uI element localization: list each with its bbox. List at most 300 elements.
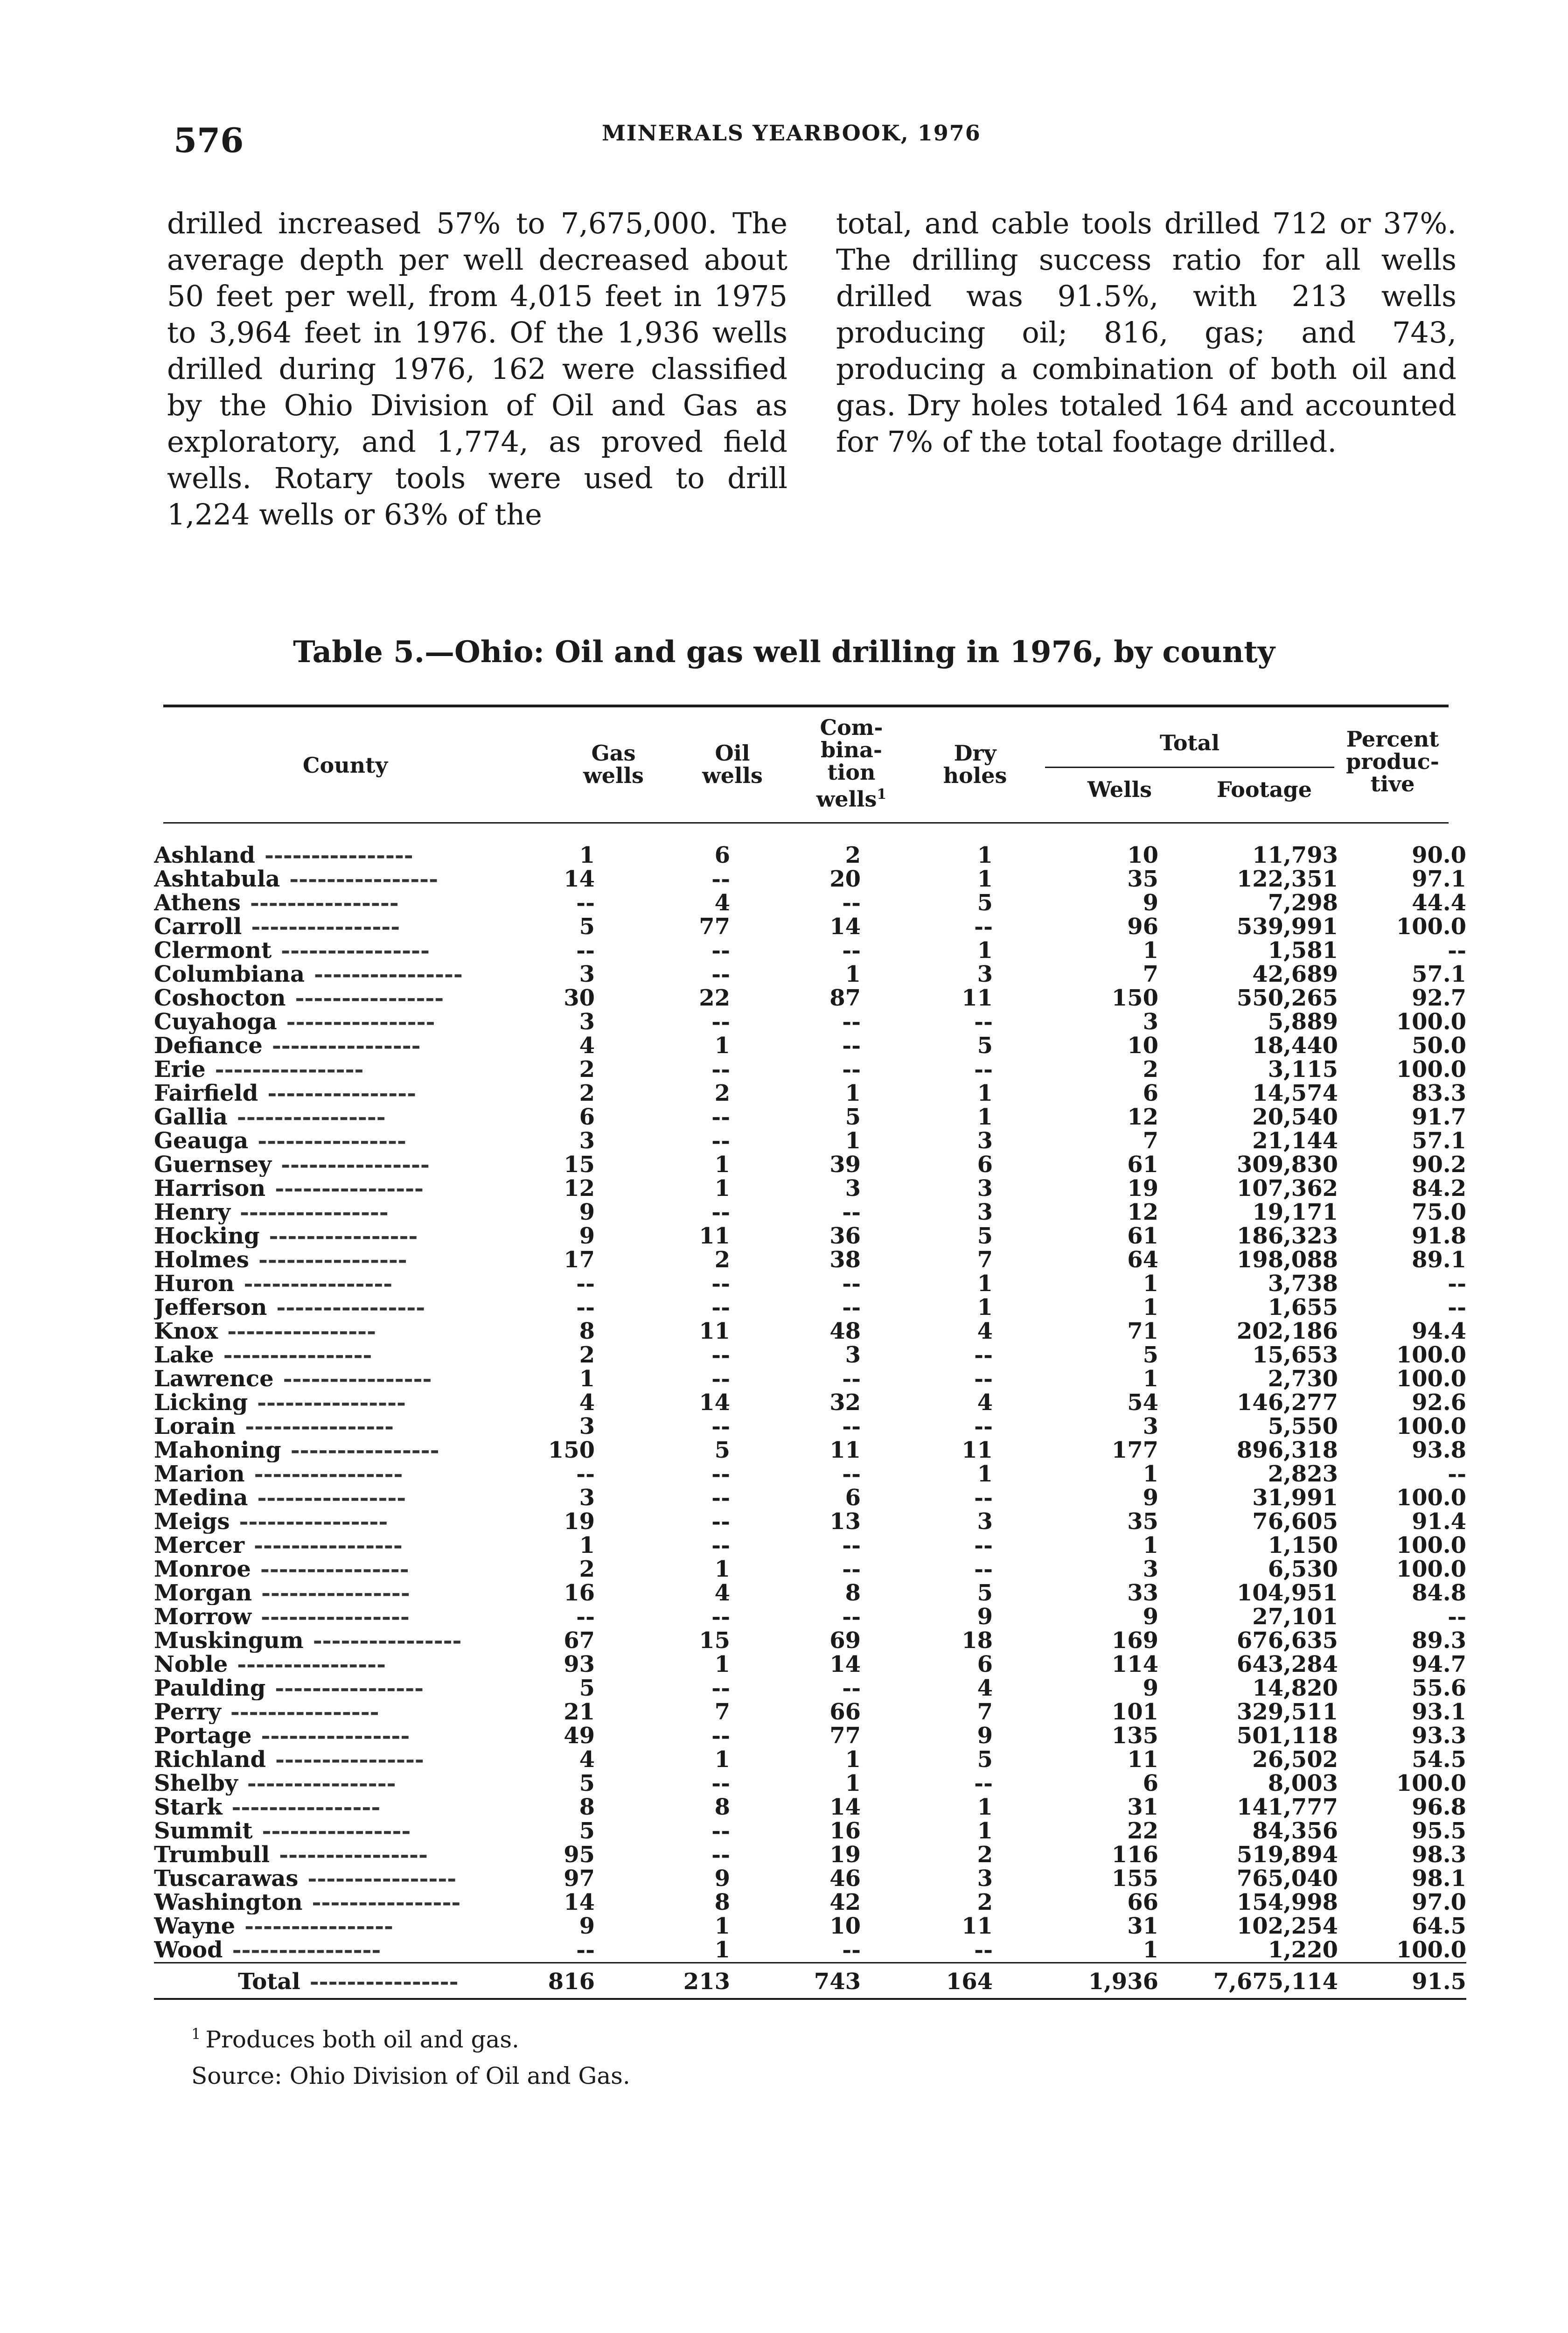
percent-productive-cell: -- (1448, 1272, 1466, 1296)
percent-productive-cell: 93.1 (1412, 1700, 1466, 1724)
oil-wells-cell: 2 (714, 1082, 730, 1105)
gas-wells-cell: 21 (564, 1700, 595, 1724)
dry-holes-cell: 5 (977, 891, 993, 915)
total-wells-cell: 135 (1111, 1724, 1158, 1748)
county-cell (154, 1676, 537, 1700)
total-wells-cell: 12 (1127, 1201, 1158, 1224)
county-cell (154, 1819, 537, 1843)
oil-wells-cell: -- (711, 1510, 730, 1534)
total-wells-cell: 1 (1143, 1462, 1158, 1486)
combination-wells-cell: -- (842, 1367, 861, 1391)
percent-productive-cell: -- (1448, 939, 1466, 963)
total-wells-cell: 31 (1127, 1914, 1158, 1938)
total-footage-cell: 11,793 (1252, 844, 1338, 867)
table-row (154, 1653, 1466, 1676)
page-number: 576 (174, 120, 244, 160)
combination-wells-cell: 3 (845, 1343, 861, 1367)
dry-holes-cell: -- (974, 1343, 993, 1367)
total-footage-cell: 1,150 (1268, 1534, 1338, 1558)
dry-holes-cell: 6 (977, 1153, 993, 1177)
dry-holes-cell: 5 (977, 1748, 993, 1772)
table-row (154, 867, 1466, 891)
gas-wells-cell: 150 (548, 1439, 595, 1462)
total-wells-cell: 1 (1143, 1367, 1158, 1391)
dry-holes-cell: -- (974, 1938, 993, 1963)
gas-wells-cell: 19 (564, 1510, 595, 1534)
county-cell (154, 1343, 537, 1367)
source-note: Source: Ohio Division of Oil and Gas. (191, 2062, 630, 2089)
percent-productive-cell: 98.3 (1412, 1843, 1466, 1867)
combination-wells-cell: 38 (829, 1248, 861, 1272)
total-wells-cell: 9 (1143, 1605, 1158, 1629)
percent-productive-cell: 100.0 (1396, 1058, 1466, 1082)
combination-wells-cell: -- (842, 1938, 861, 1963)
oil-wells-cell: -- (711, 1819, 730, 1843)
county-name: Marion (154, 1462, 245, 1486)
table-bottom-row (154, 1999, 1466, 2002)
combination-wells-cell: 2 (845, 844, 861, 867)
dot-leader: ---------------- (309, 1969, 459, 1995)
total-footage-cell: 309,830 (1236, 1153, 1338, 1177)
total-wells-cell: 9 (1143, 1486, 1158, 1510)
county-name: Columbiana (154, 963, 305, 986)
total-footage-cell: 19,171 (1252, 1201, 1338, 1224)
dry-holes-cell: -- (974, 915, 993, 939)
percent-productive-cell: 83.3 (1412, 1082, 1466, 1105)
total-wells-cell: 1 (1143, 1296, 1158, 1320)
gas-wells-cell: -- (576, 1938, 595, 1963)
county-cell (154, 844, 537, 867)
county-cell (154, 1367, 537, 1391)
table-row (154, 1558, 1466, 1581)
percent-productive-cell: 57.1 (1412, 963, 1466, 986)
table-row (154, 1010, 1466, 1034)
gas-wells-cell: 6 (579, 1105, 595, 1129)
county-name: Stark (154, 1795, 223, 1819)
dry-holes-cell: 5 (977, 1034, 993, 1058)
total-footage-cell: 501,118 (1236, 1724, 1338, 1748)
table-row (154, 1510, 1466, 1534)
dry-holes-cell: 3 (977, 1867, 993, 1891)
county-name: Cuyahoga (154, 1010, 277, 1034)
combination-wells-cell: 36 (829, 1224, 861, 1248)
dot-leader: ---------------- (247, 1772, 396, 1795)
table-row (154, 1343, 1466, 1367)
running-head: MINERALS YEARBOOK, 1976 (602, 120, 981, 146)
percent-productive-cell: 100.0 (1396, 1486, 1466, 1510)
combination-wells-cell: 46 (829, 1867, 861, 1891)
table-row (154, 1819, 1466, 1843)
header-combination-wells (807, 716, 896, 810)
county-name: Portage (154, 1724, 252, 1748)
total-footage-cell: 539,991 (1236, 915, 1338, 939)
gas-wells-cell: 16 (564, 1581, 595, 1605)
table-row (154, 1486, 1466, 1510)
total-footage-cell: 1,655 (1268, 1296, 1338, 1320)
percent-productive-cell: 57.1 (1412, 1129, 1466, 1153)
total-wells-cell: 35 (1127, 1510, 1158, 1534)
percent-productive-cell: -- (1448, 1605, 1466, 1629)
dot-leader: ---------------- (313, 1629, 462, 1653)
combination-wells-cell: 13 (829, 1510, 861, 1534)
gas-wells-cell: 49 (564, 1724, 595, 1748)
total-label: Total (238, 1969, 300, 1995)
county-name: Ashtabula (154, 867, 280, 891)
county-name: Wood (154, 1938, 223, 1963)
percent-productive-cell: 93.3 (1412, 1724, 1466, 1748)
combination-wells-cell: -- (842, 1058, 861, 1082)
table-row (154, 1748, 1466, 1772)
total-footage-cell: 84,356 (1252, 1819, 1338, 1843)
percent-productive-cell: 100.0 (1396, 1772, 1466, 1795)
oil-wells-cell: 5 (714, 1439, 730, 1462)
table-row (154, 1296, 1466, 1320)
percent-productive-cell: 97.0 (1412, 1891, 1466, 1914)
dry-holes-cell: 1 (977, 1462, 993, 1486)
total-footage-cell: 122,351 (1236, 867, 1338, 891)
total-wells-cell: 71 (1127, 1320, 1158, 1343)
total-footage-cell: 643,284 (1236, 1653, 1338, 1676)
gas-wells-cell: 3 (579, 1415, 595, 1439)
oil-wells-cell: 14 (699, 1391, 730, 1415)
dot-leader: ---------------- (239, 1201, 389, 1224)
percent-productive-cell: 98.1 (1412, 1867, 1466, 1891)
county-cell (154, 1558, 537, 1581)
dot-leader: ---------------- (286, 1010, 435, 1034)
table-row (154, 915, 1466, 939)
dry-holes-cell: 11 (962, 986, 993, 1010)
county-cell (154, 1034, 537, 1058)
percent-productive-cell: 100.0 (1396, 1343, 1466, 1367)
county-name: Noble (154, 1653, 228, 1676)
county-cell (154, 1415, 537, 1439)
total-footage-cell: 21,144 (1252, 1129, 1338, 1153)
county-cell (154, 1653, 537, 1676)
county-name: Lake (154, 1343, 214, 1367)
county-name: Licking (154, 1391, 248, 1415)
total-wells-cell: 150 (1111, 986, 1158, 1010)
total-footage-cell: 154,998 (1236, 1891, 1338, 1914)
oil-wells-cell: 6 (714, 844, 730, 867)
total-wells-cell: 7 (1143, 1129, 1158, 1153)
total-footage-cell: 146,277 (1236, 1391, 1338, 1415)
table-body (154, 844, 1466, 2002)
dry-holes-cell: 164 (946, 1969, 993, 1995)
total-wells-cell: 114 (1111, 1653, 1158, 1676)
dot-leader: ---------------- (267, 1082, 417, 1105)
dry-holes-cell: 5 (977, 1581, 993, 1605)
county-cell (154, 1439, 537, 1462)
oil-wells-cell: 1 (714, 1153, 730, 1177)
oil-wells-cell: -- (711, 1296, 730, 1320)
combination-wells-cell: -- (842, 1605, 861, 1629)
oil-wells-cell: 1 (714, 1034, 730, 1058)
combination-wells-cell: 1 (845, 963, 861, 986)
total-wells-cell: 12 (1127, 1105, 1158, 1129)
county-cell (154, 1462, 537, 1486)
gas-wells-cell: -- (576, 891, 595, 915)
oil-wells-cell: 11 (699, 1320, 730, 1343)
dot-leader: ---------------- (281, 1153, 430, 1177)
combination-wells-cell: -- (842, 1534, 861, 1558)
gas-wells-cell: 4 (579, 1748, 595, 1772)
county-cell (154, 1058, 537, 1082)
total-footage-cell: 27,101 (1252, 1605, 1338, 1629)
total-wells-cell: 64 (1127, 1248, 1158, 1272)
county-name: Gallia (154, 1105, 228, 1129)
dry-holes-cell: 1 (977, 1819, 993, 1843)
county-name: Meigs (154, 1510, 230, 1534)
county-name: Defiance (154, 1034, 263, 1058)
dot-leader: ---------------- (281, 939, 430, 963)
total-wells-cell: 6 (1143, 1082, 1158, 1105)
percent-productive-cell: 100.0 (1396, 1938, 1466, 1963)
total-footage-cell: 107,362 (1236, 1177, 1338, 1201)
combination-wells-cell: 1 (845, 1082, 861, 1105)
combination-wells-cell: 69 (829, 1629, 861, 1653)
county-name: Washington (154, 1891, 303, 1914)
county-name: Tuscarawas (154, 1867, 299, 1891)
gas-wells-cell: 1 (579, 1367, 595, 1391)
oil-wells-cell: 1 (714, 1914, 730, 1938)
combination-wells-cell: 10 (829, 1914, 861, 1938)
total-wells-cell: 1 (1143, 1534, 1158, 1558)
total-wells-cell: 9 (1143, 891, 1158, 915)
oil-wells-cell: -- (711, 1415, 730, 1439)
county-name: Ashland (154, 844, 255, 867)
oil-wells-cell: -- (711, 1772, 730, 1795)
county-name: Morgan (154, 1581, 252, 1605)
oil-wells-cell: -- (711, 1724, 730, 1748)
dry-holes-cell: 11 (962, 1914, 993, 1938)
percent-productive-cell: 95.5 (1412, 1819, 1466, 1843)
county-cell (154, 1795, 537, 1819)
header-percent-productive: Percent produc-tive (1346, 726, 1439, 796)
dry-holes-cell: 3 (977, 1510, 993, 1534)
county-cell (154, 1605, 537, 1629)
percent-productive-cell: -- (1448, 1462, 1466, 1486)
combination-wells-cell: -- (842, 1201, 861, 1224)
oil-wells-cell: -- (711, 1129, 730, 1153)
dry-holes-cell: -- (974, 1558, 993, 1581)
table-row (154, 1177, 1466, 1201)
oil-wells-cell: -- (711, 1343, 730, 1367)
combination-wells-cell: 66 (829, 1700, 861, 1724)
county-name: Clermont (154, 939, 272, 963)
table-row (154, 1629, 1466, 1653)
county-name: Summit (154, 1819, 253, 1843)
dry-holes-cell: 18 (962, 1629, 993, 1653)
county-cell (154, 1843, 537, 1867)
county-cell (154, 986, 537, 1010)
table-row (154, 1462, 1466, 1486)
dry-holes-cell: 3 (977, 1177, 993, 1201)
county-name: Shelby (154, 1772, 238, 1795)
county-name: Wayne (154, 1914, 236, 1938)
dot-leader: ---------------- (276, 1296, 425, 1320)
table-row (154, 986, 1466, 1010)
total-wells-cell: 155 (1111, 1867, 1158, 1891)
combination-wells-cell: 77 (829, 1724, 861, 1748)
oil-wells-cell: -- (711, 1272, 730, 1296)
dry-holes-cell: 1 (977, 939, 993, 963)
table-row (154, 939, 1466, 963)
county-cell (154, 1629, 537, 1653)
oil-wells-cell: 8 (714, 1891, 730, 1914)
percent-productive-cell: 97.1 (1412, 867, 1466, 891)
dry-holes-cell: 1 (977, 1082, 993, 1105)
combination-wells-cell: 6 (845, 1486, 861, 1510)
county-name: Muskingum (154, 1629, 304, 1653)
total-footage-cell: 896,318 (1236, 1439, 1338, 1462)
total-footage-cell: 6,530 (1268, 1558, 1338, 1581)
total-footage-cell: 3,115 (1268, 1058, 1338, 1082)
gas-wells-cell: 95 (564, 1843, 595, 1867)
county-name: Medina (154, 1486, 248, 1510)
percent-productive-cell: 92.7 (1412, 986, 1466, 1010)
percent-productive-cell: -- (1448, 1296, 1466, 1320)
footnote-1 (191, 2025, 519, 2053)
header-total-wells: Wells (1087, 777, 1152, 802)
dot-leader: ---------------- (261, 1724, 410, 1748)
dot-leader: ---------------- (257, 1391, 406, 1415)
dot-leader: ---------------- (244, 1914, 393, 1938)
table-row (154, 1415, 1466, 1439)
dot-leader: ---------------- (215, 1058, 364, 1082)
percent-productive-cell: 94.7 (1412, 1653, 1466, 1676)
county-cell (154, 1320, 537, 1343)
dot-leader: ---------------- (239, 1510, 388, 1534)
footnote-1-mark: 1 (191, 2025, 201, 2043)
oil-wells-cell: 4 (714, 891, 730, 915)
combination-wells-cell: 14 (829, 1795, 861, 1819)
percent-productive-cell: 100.0 (1396, 1558, 1466, 1581)
total-footage-cell: 20,540 (1252, 1105, 1338, 1129)
gas-wells-cell: 14 (564, 867, 595, 891)
total-wells-cell: 10 (1127, 844, 1158, 867)
county-cell (154, 1129, 537, 1153)
combination-wells-cell: 14 (829, 915, 861, 939)
dot-leader: ---------------- (237, 1105, 386, 1129)
table-row (154, 1272, 1466, 1296)
dot-leader: ---------------- (232, 1938, 381, 1963)
county-cell (154, 1486, 537, 1510)
total-wells-cell: 9 (1143, 1676, 1158, 1700)
county-name: Knox (154, 1320, 218, 1343)
dry-holes-cell: 3 (977, 963, 993, 986)
gas-wells-cell: 2 (579, 1082, 595, 1105)
total-wells-cell: 7 (1143, 963, 1158, 986)
dot-leader: ---------------- (283, 1367, 432, 1391)
percent-productive-cell: 93.8 (1412, 1439, 1466, 1462)
county-cell (154, 939, 537, 963)
oil-wells-cell: -- (711, 1201, 730, 1224)
percent-productive-cell: 64.5 (1412, 1914, 1466, 1938)
gas-wells-cell: 9 (579, 1201, 595, 1224)
county-cell (154, 1010, 537, 1034)
dry-holes-cell: -- (974, 1486, 993, 1510)
header-oil-wells: Oil wells (702, 740, 763, 788)
dry-holes-cell: 1 (977, 1272, 993, 1296)
percent-productive-cell: 90.2 (1412, 1153, 1466, 1177)
total-footage-cell: 202,186 (1236, 1320, 1338, 1343)
county-name: Jefferson (154, 1296, 267, 1320)
total-footage-cell: 141,777 (1236, 1795, 1338, 1819)
total-footage-cell: 15,653 (1252, 1343, 1338, 1367)
gas-wells-cell: 17 (564, 1248, 595, 1272)
county-name: Henry (154, 1201, 230, 1224)
gas-wells-cell: 3 (579, 1010, 595, 1034)
oil-wells-cell: 11 (699, 1224, 730, 1248)
dry-holes-cell: -- (974, 1415, 993, 1439)
county-cell (154, 1938, 537, 1963)
county-cell (154, 1248, 537, 1272)
table-row (154, 844, 1466, 867)
percent-productive-cell: 84.2 (1412, 1177, 1466, 1201)
county-name: Athens (154, 891, 241, 915)
body-text-right-column: total, and cable tools drilled 712 or 37%. The drilling success ratio for all wells drilled was 91.5%, with 213 wells producing oil; 816, gas; and 743, producing a combination of both oil and gas. Dry holes totaled 164 and accounted for 7% of the total footage drilled. (836, 206, 1456, 459)
percent-productive-cell: 100.0 (1396, 915, 1466, 939)
total-footage-cell: 14,574 (1252, 1082, 1338, 1105)
header-gas-wells: Gas wells (583, 740, 644, 788)
combination-wells-cell: -- (842, 1676, 861, 1700)
combination-wells-cell: 1 (845, 1129, 861, 1153)
combination-wells-cell: -- (842, 1558, 861, 1581)
table-row (154, 1700, 1466, 1724)
oil-wells-cell: 1 (714, 1938, 730, 1963)
county-name: Mahoning (154, 1439, 281, 1462)
total-group-rule (1045, 767, 1334, 768)
county-cell (154, 915, 537, 939)
gas-wells-cell: 2 (579, 1058, 595, 1082)
percent-productive-cell: 89.3 (1412, 1629, 1466, 1653)
total-wells-cell: 61 (1127, 1153, 1158, 1177)
gas-wells-cell: -- (576, 1462, 595, 1486)
gas-wells-cell: 8 (579, 1795, 595, 1819)
percent-productive-cell: 91.4 (1412, 1510, 1466, 1534)
total-wells-cell: 3 (1143, 1010, 1158, 1034)
dot-leader: ---------------- (275, 1748, 424, 1772)
county-name: Guernsey (154, 1153, 272, 1177)
gas-wells-cell: -- (576, 939, 595, 963)
dry-holes-cell: 2 (977, 1843, 993, 1867)
county-name: Hocking (154, 1224, 260, 1248)
total-footage-cell: 7,675,114 (1213, 1969, 1338, 1995)
gas-wells-cell: 2 (579, 1343, 595, 1367)
dot-leader: ---------------- (260, 1558, 409, 1581)
oil-wells-cell: 9 (714, 1867, 730, 1891)
dot-leader: ---------------- (258, 1248, 407, 1272)
oil-wells-cell: 22 (699, 986, 730, 1010)
combination-wells-cell: 14 (829, 1653, 861, 1676)
combination-wells-cell: -- (842, 1034, 861, 1058)
percent-productive-cell: 100.0 (1396, 1415, 1466, 1439)
combination-wells-cell: -- (842, 939, 861, 963)
total-wells-cell: 177 (1111, 1439, 1158, 1462)
percent-productive-cell: 84.8 (1412, 1581, 1466, 1605)
gas-wells-cell: 67 (564, 1629, 595, 1653)
dot-leader: ---------------- (244, 1272, 393, 1296)
table-row (154, 1058, 1466, 1082)
dot-leader: ---------------- (245, 1415, 394, 1439)
total-wells-cell: 6 (1143, 1772, 1158, 1795)
gas-wells-cell: 3 (579, 1486, 595, 1510)
gas-wells-cell: 30 (564, 986, 595, 1010)
county-cell (154, 1177, 537, 1201)
footnote-1-text: Produces both oil and gas. (205, 2026, 519, 2053)
oil-wells-cell: -- (711, 1105, 730, 1129)
percent-productive-cell: 94.4 (1412, 1320, 1466, 1343)
